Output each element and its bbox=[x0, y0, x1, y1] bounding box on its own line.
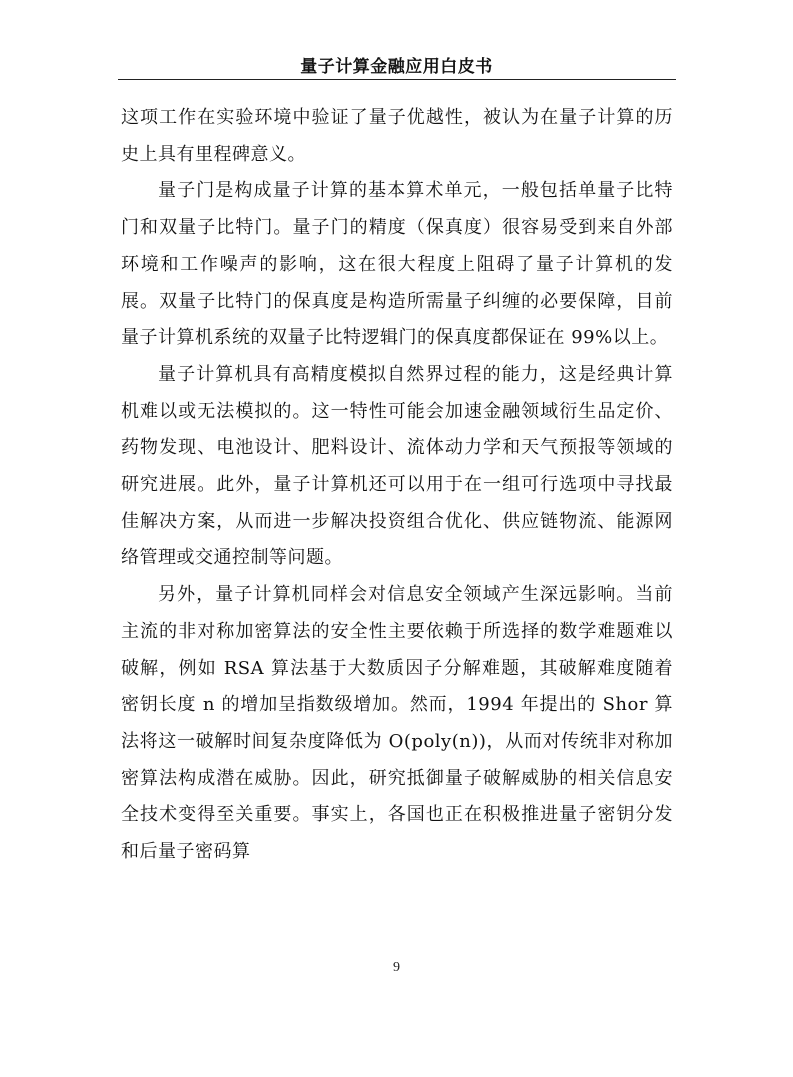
paragraph-continuation: 这项工作在实验环境中验证了量子优越性，被认为在量子计算的历史上具有里程碑意义。 bbox=[121, 107, 673, 165]
paragraph-information-security: 另外，量子计算机同样会对信息安全领域产生深远影响。当前主流的非对称加密算法的安全性主要依赖于所选择的数学难题难以破解，例如 RSA 算法基于大数质因子分解难题，其破解难度随着密钥长度 n 的增加呈指数级增加。然而，1994 年提出的 Shor 算法将这一破解时间复杂度降低为 O(poly(n))，从而对传统非对称加密算法构成潜在威胁。因此，研究抵御量子破解威胁的相关信息安全技术变得至关重要。事实上，各国也正在积极推进量子密钥分发和后量子密码算 bbox=[121, 584, 673, 863]
running-header-title: 量子计算金融应用白皮书 bbox=[300, 57, 493, 77]
page-number: 9 bbox=[393, 960, 400, 975]
paragraph-simulation-capability: 量子计算机具有高精度模拟自然界过程的能力，这是经典计算机难以或无法模拟的。这一特性可能会加速金融领域衍生品定价、药物发现、电池设计、肥料设计、流体动力学和天气预报等领域的研究进展。此外，量子计算机还可以用于在一组可行选项中寻找最佳解决方案，从而进一步解决投资组合优化、供应链物流、能源网络管理或交通控制等问题。 bbox=[121, 363, 673, 569]
paragraph-quantum-gates: 量子门是构成量子计算的基本算术单元，一般包括单量子比特门和双量子比特门。量子门的精度（保真度）很容易受到来自外部环境和工作噪声的影响，这在很大程度上阻碍了量子计算机的发展。双量子比特门的保真度是构造所需量子纠缠的必要保障，目前量子计算机系统的双量子比特逻辑门的保真度都保证在 99%以上。 bbox=[121, 180, 673, 349]
header-divider bbox=[118, 79, 676, 80]
body-text bbox=[121, 100, 673, 871]
